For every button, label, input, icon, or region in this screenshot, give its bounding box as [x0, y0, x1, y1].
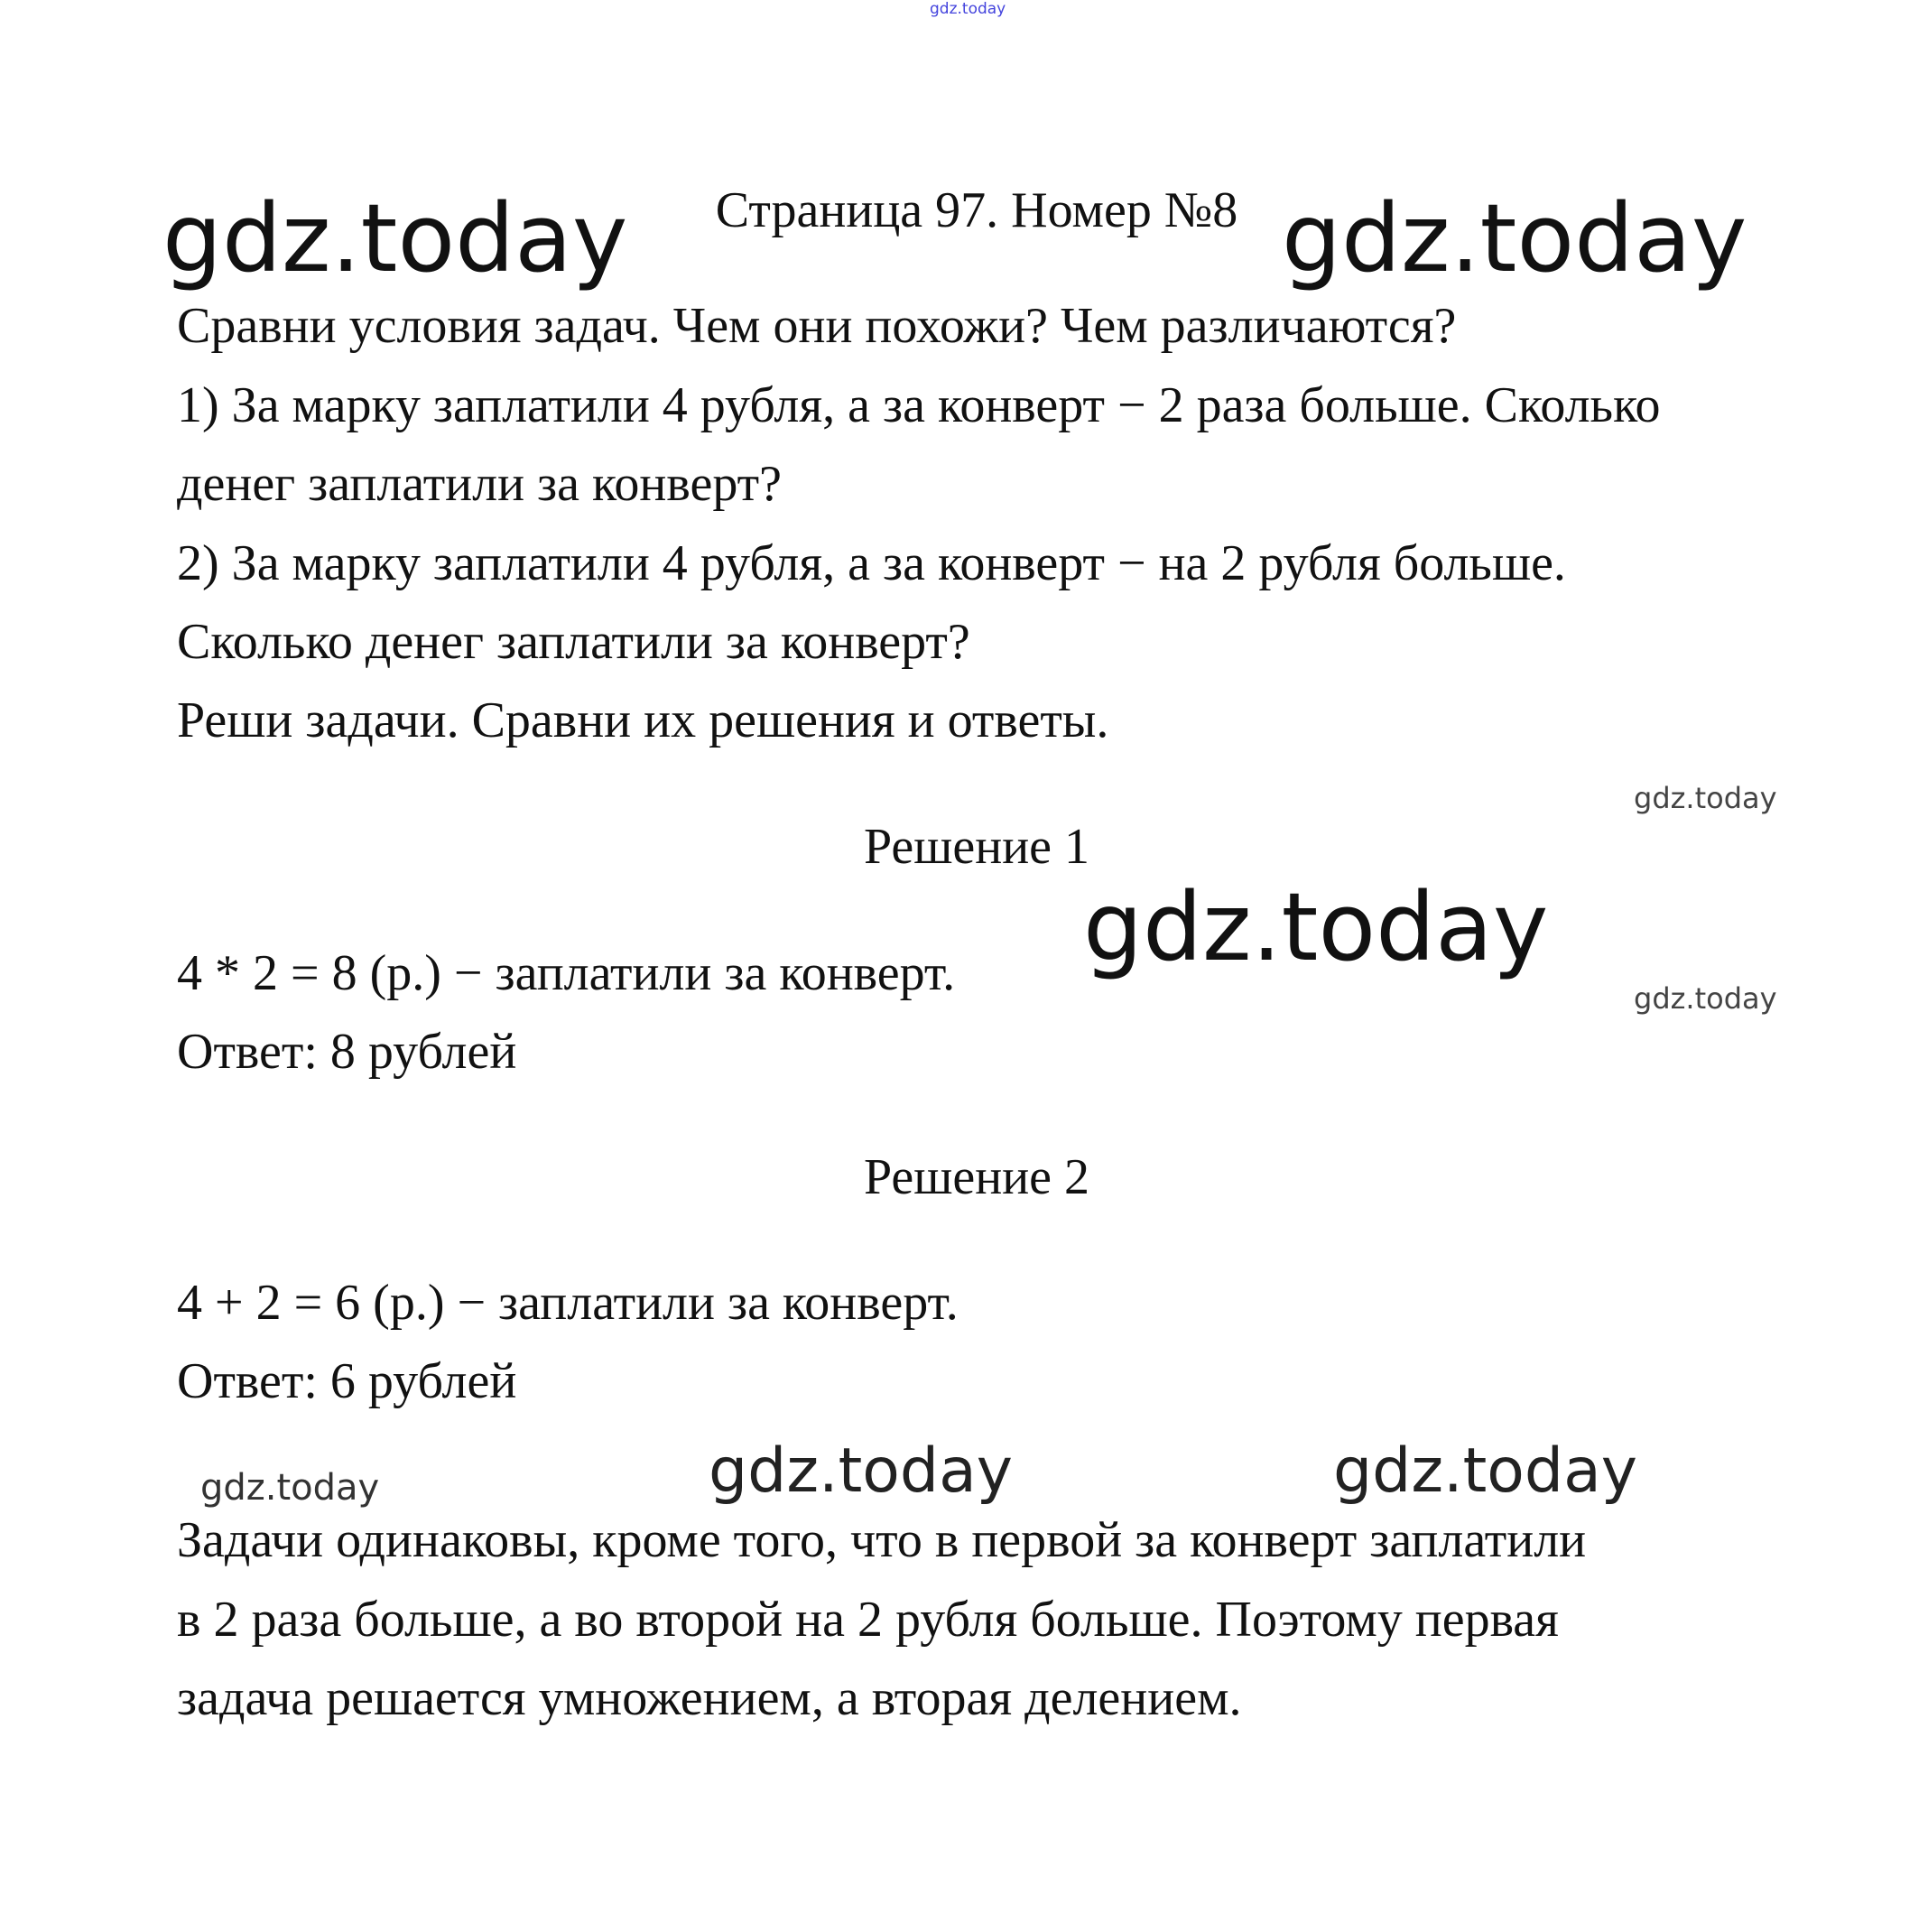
conclusion-line: задача решается умножением, а вторая делением. — [177, 1670, 1242, 1726]
watermark-small: gdz.today — [1634, 781, 1777, 815]
watermark-top: gdz.today — [930, 0, 1006, 18]
task-line: Сравни условия задач. Чем они похожи? Чем различаются? — [177, 298, 1457, 354]
task-line: Сколько денег заплатили за конверт? — [177, 614, 970, 670]
solution1-heading: Решение 1 — [863, 819, 1090, 875]
solution2-step: 4 + 2 = 6 (р.) − заплатили за конверт. — [177, 1275, 959, 1331]
task-line: денег заплатили за конверт? — [177, 456, 782, 512]
watermark-small: gdz.today — [1634, 981, 1777, 1016]
watermark-medium: gdz.today — [709, 1435, 1013, 1507]
solution2-answer: Ответ: 6 рублей — [177, 1353, 517, 1409]
task-line: Реши задачи. Сравни их решения и ответы. — [177, 692, 1109, 748]
watermark-large: gdz.today — [1282, 183, 1747, 293]
solution1-step: 4 * 2 = 8 (р.) − заплатили за конверт. — [177, 945, 956, 1001]
watermark-large: gdz.today — [1083, 872, 1549, 982]
page-title: Страница 97. Номер №8 — [715, 182, 1238, 238]
solution2-heading: Решение 2 — [863, 1149, 1090, 1205]
solution1-answer: Ответ: 8 рублей — [177, 1024, 517, 1080]
conclusion-line: в 2 раза больше, а во второй на 2 рубля больше. Поэтому первая — [177, 1592, 1559, 1648]
task-line: 1) За марку заплатили 4 рубля, а за конверт − 2 раза больше. Сколько — [177, 377, 1661, 433]
watermark-medium: gdz.today — [1333, 1435, 1637, 1507]
watermark-small: gdz.today — [200, 1467, 380, 1509]
watermark-large: gdz.today — [162, 183, 628, 293]
conclusion-line: Задачи одинаковы, кроме того, что в первой за конверт заплатили — [177, 1512, 1587, 1568]
task-line: 2) За марку заплатили 4 рубля, а за конверт − на 2 рубля больше. — [177, 535, 1566, 591]
